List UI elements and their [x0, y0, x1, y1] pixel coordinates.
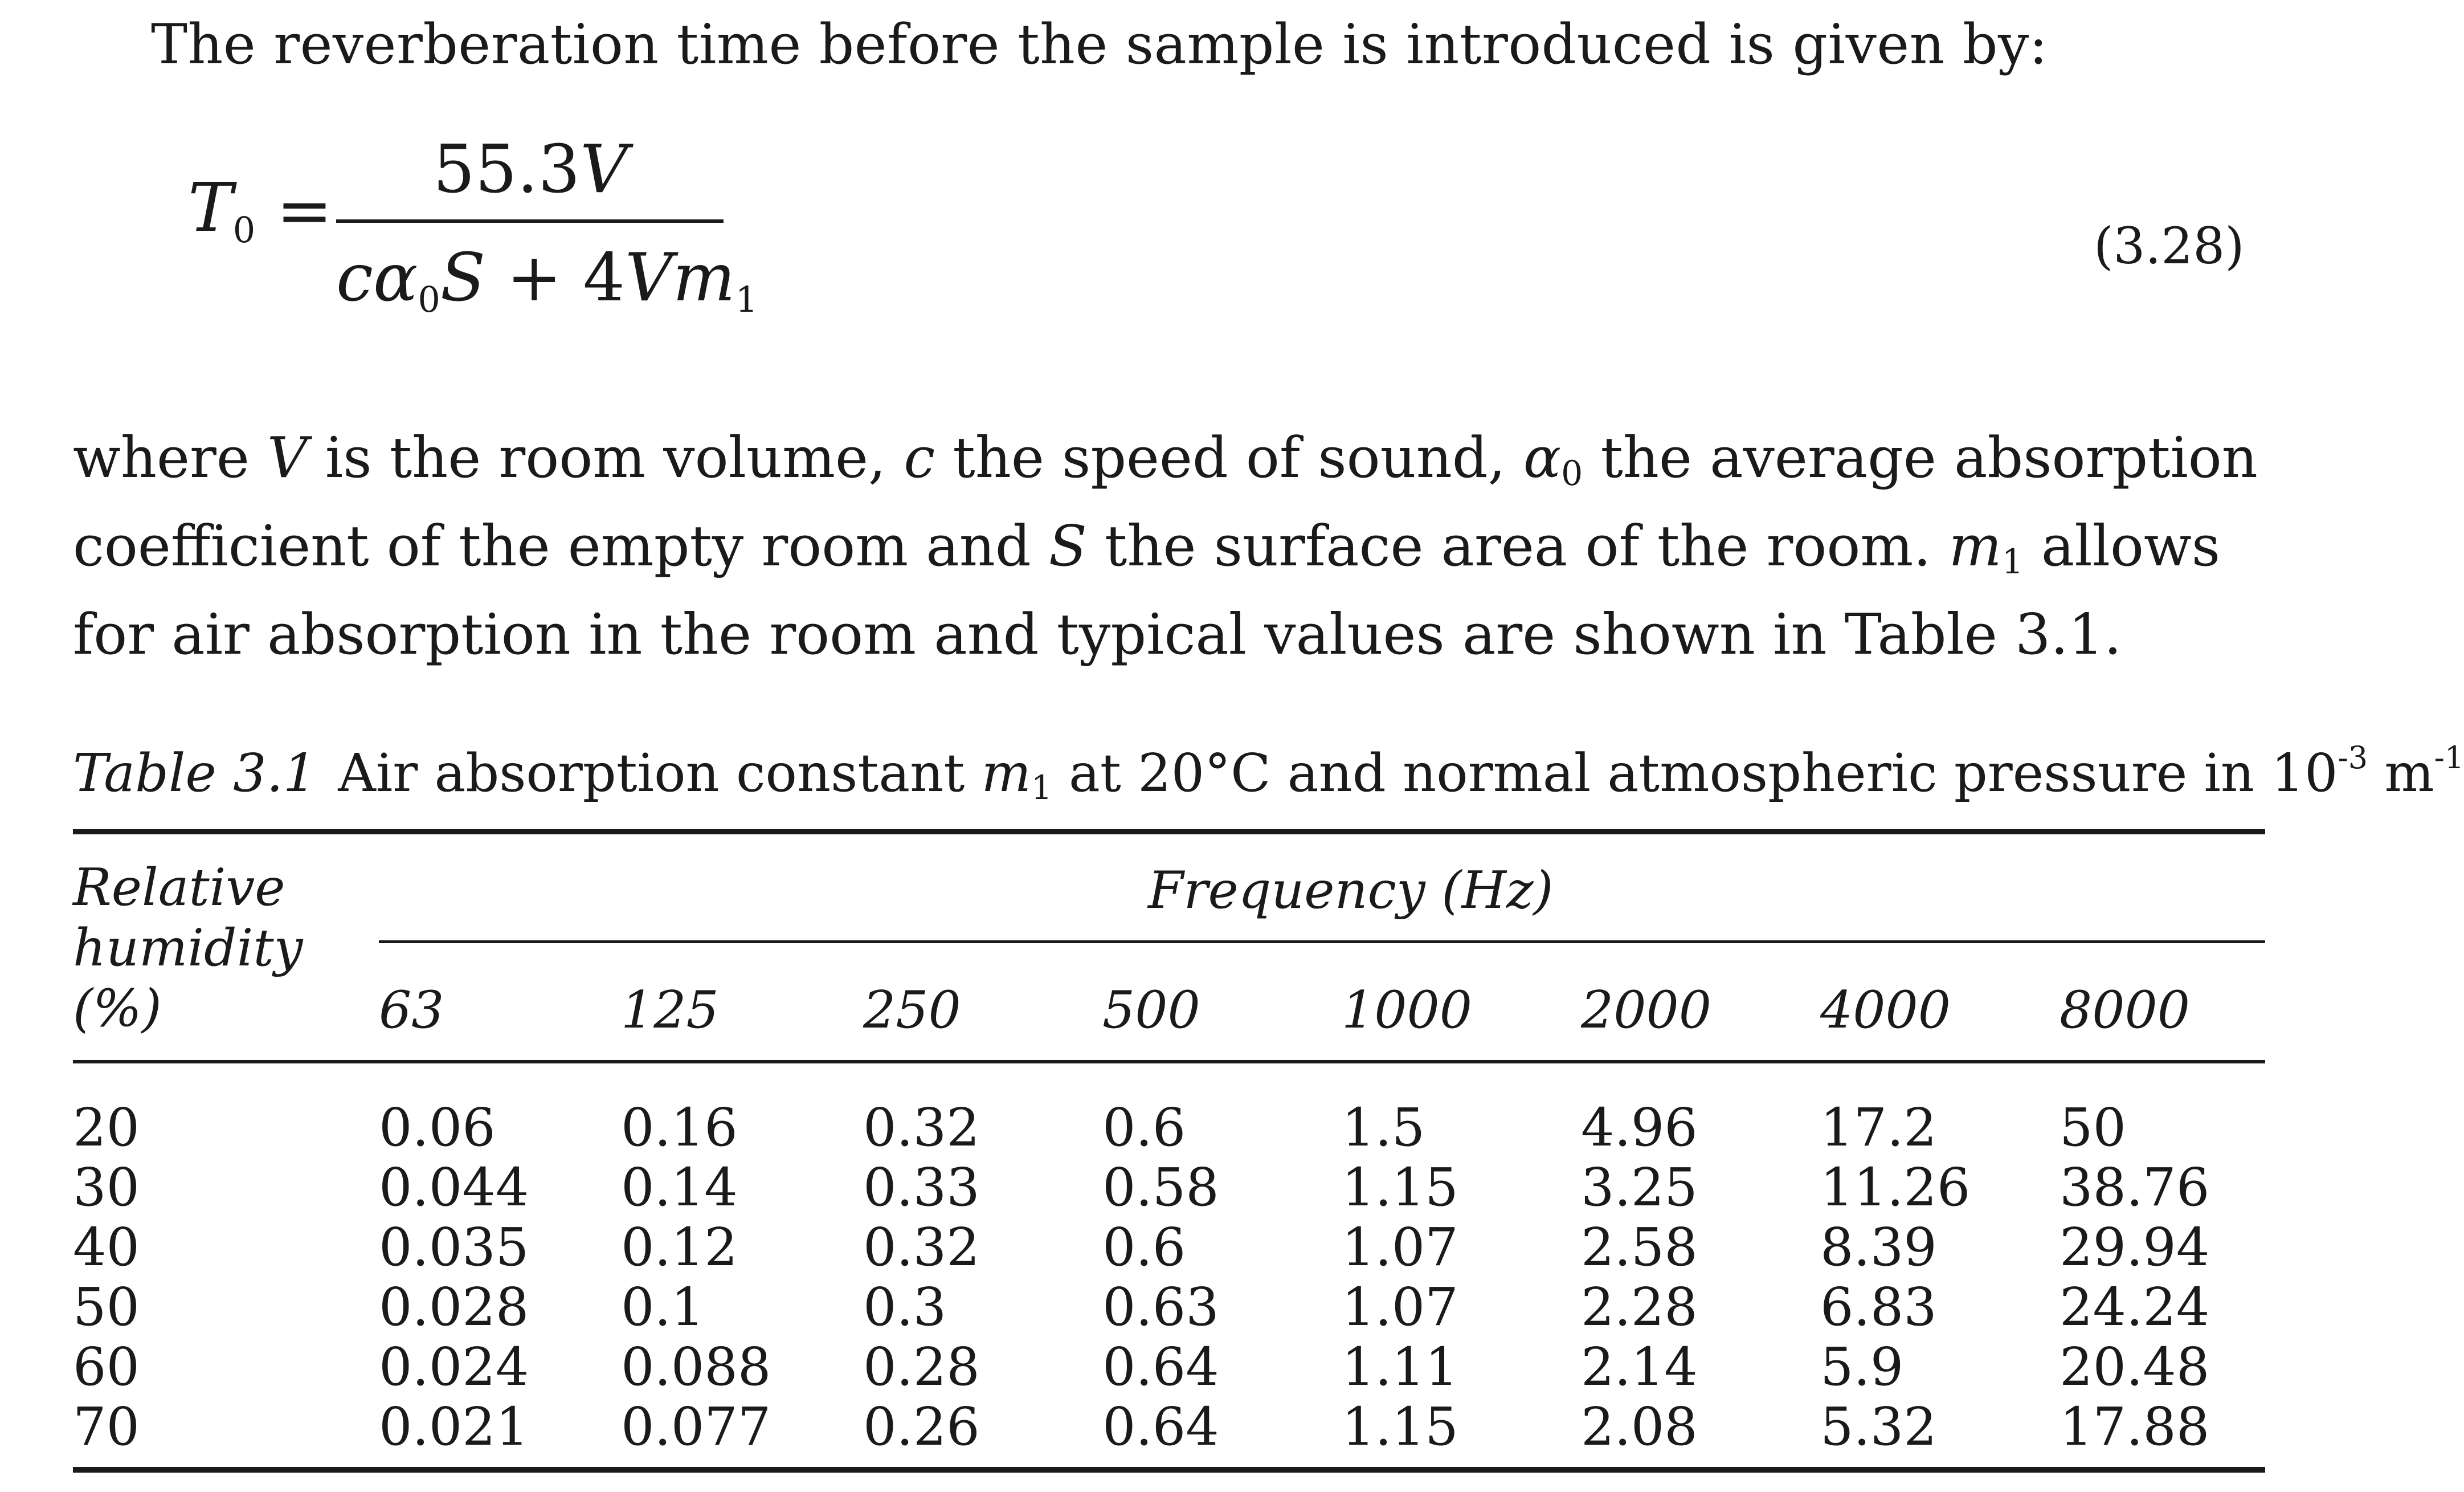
row-humidity-value: 50 — [73, 1277, 140, 1338]
para-m-sub: 1 — [2001, 542, 2024, 582]
eq-num-constant: 55.3 — [433, 131, 581, 208]
caption-m-sub: 1 — [1031, 768, 1052, 807]
eq-den-alpha-sub: 0 — [418, 279, 440, 320]
equation-number: (3.28) — [2094, 217, 2245, 275]
frequency-span-rule — [379, 940, 2265, 943]
table-cell: 1.07 — [1342, 1277, 1458, 1338]
caption-text-a: Air absorption constant — [338, 743, 982, 804]
equation-equals-sign: = — [276, 171, 333, 250]
para-var-alpha: α — [1523, 426, 1562, 491]
caption-var-m: m — [981, 743, 1031, 804]
table-cell: 0.3 — [863, 1277, 947, 1338]
table-caption — [73, 740, 2464, 807]
para-var-c: c — [904, 426, 935, 491]
column-header-500-hz: 500 — [1102, 980, 1200, 1040]
column-header-8000-hz: 8000 — [2060, 980, 2191, 1040]
table-cell: 0.32 — [863, 1097, 980, 1158]
table-cell: 0.044 — [379, 1157, 529, 1218]
eq-den-s: S — [440, 239, 486, 316]
table-number: Table 3.1 — [73, 743, 317, 804]
table-cell: 0.14 — [621, 1157, 738, 1218]
table-cell: 0.077 — [621, 1396, 771, 1457]
table-cell: 5.9 — [1820, 1336, 1904, 1397]
eq-lhs-symbol: T — [188, 168, 233, 247]
table-cell: 0.63 — [1102, 1277, 1219, 1338]
table-top-rule — [73, 829, 2265, 834]
table-cell: 29.94 — [2060, 1217, 2210, 1278]
explanation-paragraph — [73, 422, 2272, 671]
table-cell: 17.88 — [2060, 1396, 2210, 1457]
para-text-3: the speed of sound, — [935, 426, 1523, 491]
eq-den-c: c — [336, 239, 373, 316]
para-alpha-sub: 0 — [1561, 454, 1583, 494]
equation-fraction-bar — [336, 219, 724, 223]
column-header-63-hz: 63 — [379, 980, 444, 1040]
table-cell: 11.26 — [1820, 1157, 1971, 1218]
para-text-5: the surface area of the room. — [1086, 514, 1949, 579]
table-cell: 24.24 — [2060, 1277, 2210, 1338]
row-humidity-value: 70 — [73, 1396, 140, 1457]
caption-text-c: m — [2368, 743, 2434, 804]
table-cell: 20.48 — [2060, 1336, 2210, 1397]
para-var-s: S — [1048, 514, 1087, 579]
table-cell: 3.25 — [1581, 1157, 1698, 1218]
table-cell: 0.28 — [863, 1336, 980, 1397]
table-cell: 5.32 — [1820, 1396, 1937, 1457]
table-cell: 2.58 — [1581, 1217, 1698, 1278]
column-header-1000-hz: 1000 — [1342, 980, 1473, 1040]
table-cell: 0.58 — [1102, 1157, 1219, 1218]
caption-exponent-1: -3 — [2338, 740, 2368, 776]
table-cell: 38.76 — [2060, 1157, 2210, 1218]
table-bottom-rule — [73, 1467, 2265, 1473]
table-cell: 1.15 — [1342, 1157, 1458, 1218]
column-header-250-hz: 250 — [863, 980, 961, 1040]
table-cell: 4.96 — [1581, 1097, 1698, 1158]
table-cell: 0.06 — [379, 1097, 496, 1158]
eq-den-plus: + — [506, 239, 562, 316]
table-cell: 0.6 — [1102, 1217, 1186, 1278]
table-cell: 8.39 — [1820, 1217, 1937, 1278]
eq-den-alpha: α — [373, 239, 418, 316]
table-cell: 50 — [2060, 1097, 2127, 1158]
table-cell: 0.035 — [379, 1217, 529, 1278]
table-cell: 2.08 — [1581, 1396, 1698, 1457]
table-cell: 1.07 — [1342, 1217, 1458, 1278]
table-cell: 6.83 — [1820, 1277, 1937, 1338]
para-text-6: allows for air absorption in the room and typical values are shown in Table 3.1. — [73, 514, 2221, 667]
eq-den-m-sub: 1 — [735, 279, 758, 320]
table-cell: 1.5 — [1342, 1097, 1425, 1158]
eq-num-variable: V — [580, 131, 628, 208]
row-humidity-value: 30 — [73, 1157, 140, 1218]
para-text-4: the average absorption coefficient of the empty room and — [73, 426, 2258, 579]
table-cell: 17.2 — [1820, 1097, 1937, 1158]
para-text-1: where — [73, 426, 267, 491]
column-header-2000-hz: 2000 — [1581, 980, 1712, 1040]
table-cell: 0.64 — [1102, 1396, 1219, 1457]
column-header-125-hz: 125 — [621, 980, 719, 1040]
table-cell: 0.12 — [621, 1217, 738, 1278]
caption-text-b: at 20°C and normal atmospheric pressure in 10 — [1052, 743, 2338, 804]
table-cell: 1.11 — [1342, 1336, 1458, 1397]
table-cell: 0.64 — [1102, 1336, 1219, 1397]
table-header-rule — [73, 1060, 2265, 1063]
table-cell: 0.024 — [379, 1336, 529, 1397]
table-cell: 0.028 — [379, 1277, 529, 1338]
para-var-m: m — [1948, 514, 2002, 579]
table-cell: 0.26 — [863, 1396, 980, 1457]
row-humidity-value: 60 — [73, 1336, 140, 1397]
table-cell: 0.6 — [1102, 1097, 1186, 1158]
table-cell: 1.15 — [1342, 1396, 1458, 1457]
equation-denominator — [336, 239, 758, 320]
eq-den-four: 4 — [583, 239, 625, 316]
equation-lhs — [188, 168, 255, 251]
table-cell: 0.088 — [621, 1336, 771, 1397]
table-cell: 0.33 — [863, 1157, 980, 1218]
column-header-4000-hz: 4000 — [1820, 980, 1951, 1040]
caption-exponent-2: -1 — [2434, 740, 2464, 776]
equation-numerator — [433, 131, 628, 208]
row-humidity-value: 20 — [73, 1097, 140, 1158]
table-cell: 0.32 — [863, 1217, 980, 1278]
table-cell: 0.021 — [379, 1396, 529, 1457]
table-cell: 0.1 — [621, 1277, 705, 1338]
frequency-header: Frequency (Hz) — [1148, 861, 1554, 920]
eq-lhs-subscript: 0 — [232, 209, 256, 251]
table-cell: 2.14 — [1581, 1336, 1698, 1397]
para-text-2: is the room volume, — [307, 426, 904, 491]
table-cell: 0.16 — [621, 1097, 738, 1158]
row-humidity-value: 40 — [73, 1217, 140, 1278]
relative-humidity-header: Relative humidity (%) — [73, 858, 303, 1038]
table-cell: 2.28 — [1581, 1277, 1698, 1338]
para-var-v: V — [267, 426, 308, 491]
intro-sentence: The reverberation time before the sample is introduced is given by: — [151, 13, 2048, 76]
eq-den-vm: Vm — [625, 239, 735, 316]
